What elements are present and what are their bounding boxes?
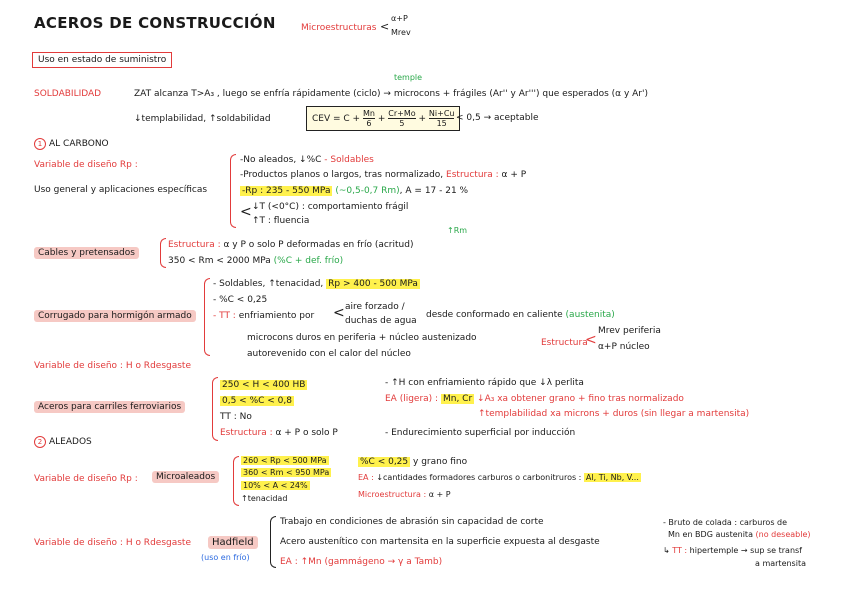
co-line5: autorevenido con el calor del núcleo (247, 349, 411, 359)
soldabilidad-line2: ↓templabilidad, ↑soldabilidad (134, 114, 271, 124)
cev-fraction-crmo: $\frac{Cr+Mo}{5}$ (388, 109, 416, 128)
cev-formula-box: CEV = C + $\frac{Mn}{6}$ + $\frac{Cr+Mo}{5}$ + $\frac{Ni+Cu}{15}$ (306, 106, 460, 131)
section-number-1: 1 (34, 138, 46, 150)
microaleados-brace (233, 456, 239, 506)
corrugado-label: Corrugado para hormigón armado (34, 310, 196, 322)
cr-line1: - ↑H con enfriamiento rápido que ↓λ perlita (385, 378, 584, 388)
cables-rm-note: ↑Rm (447, 226, 468, 235)
co-line3: - TT : enfriamiento por (213, 311, 315, 321)
co-est-a: Mrev periferia (598, 326, 661, 336)
co-est-bracket: < (585, 332, 597, 348)
cev-fraction-mn: $\frac{Mn}{6}$ (362, 109, 375, 128)
ca-line3: TT : No (220, 412, 252, 422)
uso-general-brace (230, 154, 236, 228)
hadfield-var-h: Variable de diseño : H o Rdesgaste (34, 538, 191, 548)
microstructures-label: Microestructuras (301, 23, 377, 33)
hr-line3: ↳ TT : hipertemple → sup se transf (663, 546, 802, 555)
ca-line4: Estructura : α + P o solo P (220, 428, 338, 438)
mr-line3: Microestructura : α + P (358, 490, 451, 499)
ca-line1: 250 < H < 400 HB (222, 380, 306, 390)
section-number-2: 2 (34, 436, 46, 448)
ug-line2: -Productos planos o largos, tras normalizado, Estructura : α + P (240, 170, 527, 180)
co-line4: microcons duros en periferia + núcleo austenizado (247, 333, 477, 343)
ug-line1: -No aleados, ↓%C - Soldables (240, 155, 374, 165)
hadfield-label: Hadfield (208, 536, 258, 549)
uso-general-label: Uso general y aplicaciones específicas (34, 185, 208, 195)
section-al-carbono: 1 AL CARBONO (34, 138, 109, 150)
m-line1: 260 < Rp < 500 MPa (243, 456, 327, 465)
uso-suministro-box: Uso en estado de suministro (32, 52, 172, 68)
ug-line5: ↑T : fluencia (252, 216, 310, 226)
mr-line1: %C < 0,25 y grano fino (360, 457, 468, 467)
ug-line3: -Rp : 235 - 550 MPa (~0,5-0,7 Rm), A = 17 - 21 % (242, 186, 469, 196)
mr-line2: EA : ↓cantidades formadores carburos o carbonitruros : Al, Ti, Nb, V... (358, 473, 639, 482)
hadfield-sub: (uso en frío) (201, 553, 250, 562)
cev-prefix: CEV = C + (312, 114, 361, 124)
co-est-b: α+P núcleo (598, 342, 650, 352)
section-aleados: 2 ALEADOS (34, 436, 92, 448)
co-bracket: < (333, 305, 345, 321)
hr-line1: - Bruto de colada : carburos de (663, 518, 788, 527)
carriles-brace (212, 377, 218, 441)
microaleados-label: Microaleados (152, 471, 219, 483)
hadfield-brace (270, 516, 276, 568)
temple-note: temple (394, 73, 423, 82)
micro-option-a: α+P (391, 14, 408, 23)
var-diseno-h: Variable de diseño : H o Rdesgaste (34, 361, 191, 371)
co-line3c: desde conformado en caliente (austenita) (426, 310, 615, 320)
micro-option-b: Mrev (391, 28, 411, 37)
soldabilidad-label: SOLDABILIDAD (34, 89, 102, 99)
m-line2: 360 < Rm < 950 MPa (243, 468, 330, 477)
cr-line4: - Endurecimiento superficial por inducción (385, 428, 576, 438)
var-diseno-rp: Variable de diseño Rp : (34, 160, 138, 170)
h-line2: Acero austenítico con martensita en la superficie expuesta al desgaste (280, 537, 600, 547)
h-line1: Trabajo en condiciones de abrasión sin capacidad de corte (280, 517, 544, 527)
co-line2: - %C < 0,25 (213, 295, 268, 305)
cev-fraction-nicu: $\frac{Ni+Cu}{15}$ (428, 109, 455, 128)
ca-line2: 0,5 < %C < 0,8 (222, 396, 292, 406)
co-estructura-label: Estructura (541, 338, 588, 348)
co-line1: - Soldables, ↑tenacidad, Rp > 400 - 500 MPa (213, 279, 418, 289)
cables-line1: Estructura : α y P o solo P deformadas en frío (acritud) (168, 240, 414, 250)
cr-line2: EA (ligera) : Mn, Cr ↓A₃ xa obtener grano + fino tras normalizado (385, 394, 684, 404)
cables-brace (160, 238, 166, 268)
soldabilidad-text: ZAT alcanza T>A₃ , luego se enfría rápidamente (ciclo) → microcons + frágiles (Ar'' y Ar''') que esperados (α y Ar') (134, 89, 648, 99)
ug-line4: ↓T (<0°C) : comportamiento frágil (252, 202, 409, 212)
cev-acceptable: < 0,5 → aceptable (456, 113, 539, 123)
hr-line4: a martensita (755, 559, 806, 568)
hr-line2: Mn en BDG austenita (no deseable) (668, 530, 811, 539)
cr-line3: ↑templabilidad xa microns + duros (sin llegar a martensita) (478, 409, 750, 419)
page-title: ACEROS DE CONSTRUCCIÓN (34, 14, 276, 32)
co-line3b: duchas de agua (345, 316, 417, 326)
m-line3: 10% < A < 24% (243, 481, 308, 490)
ug-bracket: < (240, 204, 252, 220)
co-line3a: aire forzado / (345, 302, 405, 312)
carriles-label: Aceros para carriles ferroviarios (34, 401, 185, 413)
aleados-var-rp: Variable de diseño Rp : (34, 474, 138, 484)
h-line3: EA : ↑Mn (gammágeno → γ a Tamb) (280, 557, 443, 567)
cables-line2: 350 < Rm < 2000 MPa (%C + def. frío) (168, 256, 344, 266)
micro-bracket: < (380, 20, 390, 33)
cables-label: Cables y pretensados (34, 247, 139, 259)
corrugado-brace (204, 278, 210, 356)
m-line4: ↑tenacidad (241, 494, 288, 503)
